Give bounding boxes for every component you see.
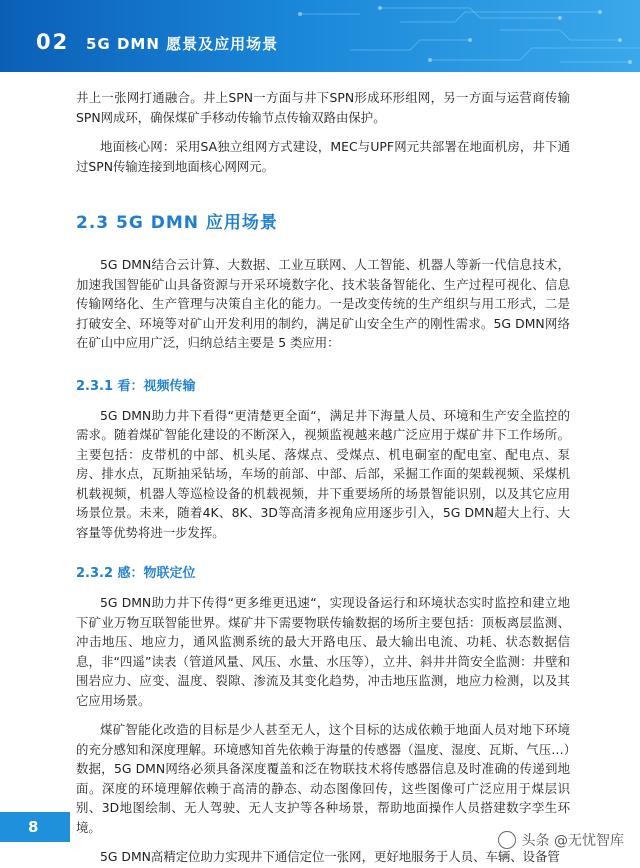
section-title: 5G DMN 愿景及应用场景 bbox=[86, 35, 279, 53]
paragraph-video-transmission: 5G DMN助力井下看得“更清楚更全面“，满足井下海量人员、环境和生产安全监控的需求。随着煤矿智能化建设的不断深入，视频监视越来越广泛应用于煤矿井下工作场所。主要包括：皮带机的中部、机头尾、落煤点、受煤点、机电硐室的配电室、配电点、泵房、排水点，瓦斯抽采钻场，车场的前部、中部、后部，采掘工作面的架载视频、采煤机机载视频，机器人等巡检设备的机载视频，井下重要场所的场景智能识别，以及其它应用场景位景。未来，随着4K、8K、3D等高清多视角应用逐步引入，5G DMN超大上行、大容量等优势将进一步发挥。 bbox=[76, 407, 570, 540]
watermark bbox=[498, 830, 624, 850]
paragraph-intelligent-goal: 煤矿智能化改造的目标是少人甚至无人，这个目标的达成依赖于地面人员对地下环境的充分感知和深度理解。环境感知首先依赖于海量的传感器（温度、湿度、瓦斯、气压…）数据，5G DMN网络必须具备深度覆盖和泛在物联技术将传感器信息及时准确的传递到地面。深度的环境理解依赖于高清的静态、动态图像回传，这些图像可广泛应用于煤层识别、3D地图绘制、无人驾驶、无人支护等各种场景，帮助地面操作人员搭建数字孪生环境。 bbox=[76, 722, 570, 835]
watermark-logo-icon bbox=[498, 831, 516, 849]
heading-2-3: 2.3 5G DMN 应用场景 bbox=[76, 213, 278, 233]
page-number: 8 bbox=[0, 812, 70, 842]
heading-2-3-1: 2.3.1 看：视频传输 bbox=[76, 378, 196, 394]
paragraph-spn-ring: 井上一张网打通融合。井上SPN一方面与井下SPN形成环形组网，另一方面与运营商传输SPN网成环，确保煤矿手移动传输节点传输双路由保护。 bbox=[76, 90, 570, 125]
paragraph-2-3-intro: 5G DMN结合云计算、大数据、工业互联网、人工智能、机器人等新一代信息技术，加速我国智能矿山具备资源与开采环境数字化、技术装备智能化、生产过程可视化、信息传输网络化、生产管理与决策自主化的能力。一是改变传统的生产组织与用工形式，二是打破安全、环境等对矿山开发利用的制约，满足矿山安全生产的刚性需求。5G DMN网络在矿山中应用广泛，归纳总结主要是 5 类应用： bbox=[76, 257, 570, 350]
paragraph-high-precision-positioning: 5G DMN高精定位助力实现井下通信定位一张网，更好地服务于人员、车辆、设备管 bbox=[100, 849, 560, 864]
watermark-text: 头条 @无忧智库 bbox=[521, 833, 624, 849]
paragraph-iot-positioning: 5G DMN助力井下传得“更多维更迅速“，实现设备运行和环境状态实时监控和建立地下矿业万物互联智能世界。煤矿井下需要物联传输数据的场所主要包括：顶板离层监测、冲击地压、地应力，通风监测系统的最大开路电压、最大输出电流、功耗、状态数据信息，非“四遥”读表（管道风量、风压、水量、水压等），立井、斜井井筒安全监测：井壁和围岩应力、应变、温度、裂隙、渗流及其变化趋势，冲击地压监测，地应力检测，以及其它应用场景。 bbox=[76, 595, 570, 708]
paragraph-core-network: 地面核心网：采用SA独立组网方式建设，MEC与UPF网元共部署在地面机房，井下通过SPN传输连接到地面核心网网元。 bbox=[76, 139, 570, 174]
page-header-banner bbox=[0, 0, 640, 72]
heading-2-3-2: 2.3.2 感：物联定位 bbox=[76, 566, 196, 581]
section-number: 02 bbox=[36, 30, 70, 54]
page-content bbox=[76, 88, 570, 867]
